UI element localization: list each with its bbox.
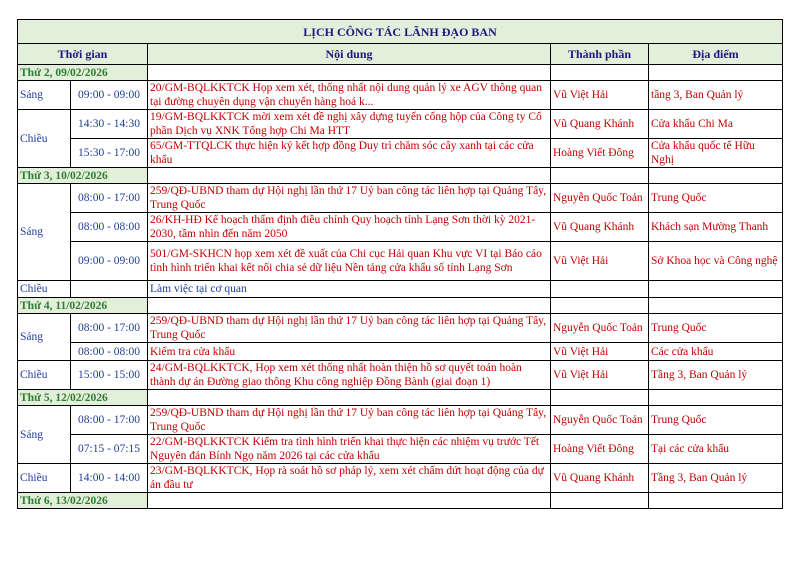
session-label: Sáng [18,184,71,281]
content-cell: Kiểm tra cửa khẩu [148,343,551,361]
content-cell: 19/GM-BQLKKTCK mời xem xét đề nghị xây dựng tuyến cống hộp của Công ty Cổ phần Dịch vụ XNK Tổng hợp Chi Ma HTT [148,110,551,139]
table-row [18,184,783,213]
content-cell: 22/GM-BQLKKTCK Kiểm tra tình hình triển khai thực hiện các nhiệm vụ trước Tết Nguyên đán Bính Ngọ năm 2026 tại các cửa khẩu [148,435,551,464]
content-cell: 24/GM-BQLKKTCK, Họp xem xét thống nhất hoàn thiện hồ sơ quyết toán hoàn thành dự án Đường giao thông Khu công nghiệp Đồng Bành (giai đoạn 1) [148,361,551,390]
day-row [18,298,783,314]
time-cell: 14:30 - 14:30 [71,110,148,139]
location-cell: Khách sạn Mường Thanh [649,213,783,242]
session-label: Chiều [18,281,71,298]
time-cell: 08:00 - 08:00 [71,343,148,361]
day-row [18,65,783,81]
session-label: Chiều [18,361,71,390]
header-location: Địa điểm [649,44,783,65]
location-cell: Cửa khẩu Chi Ma [649,110,783,139]
table-row [18,361,783,390]
members-cell: Vũ Việt Hải [551,343,649,361]
header-content: Nội dung [148,44,551,65]
location-cell: tầng 3, Ban Quản lý [649,81,783,110]
session-label: Chiều [18,464,71,493]
day-row [18,493,783,509]
table-row [18,406,783,435]
location-cell: Trung Quốc [649,406,783,435]
members-cell: Vũ Quang Khánh [551,110,649,139]
location-cell: Cửa khẩu quốc tế Hữu Nghị [649,139,783,168]
members-cell: Nguyễn Quốc Toản [551,184,649,213]
content-cell: 259/QĐ-UBND tham dự Hội nghị lần thứ 17 Uỷ ban công tác liên hợp tại Quảng Tây, Trung Quốc [148,184,551,213]
time-cell [71,281,148,298]
content-cell: 501/GM-SKHCN họp xem xét đề xuất của Chi cục Hải quan Khu vực VI tại Báo cáo tình hình triển khai kết nối chia sẻ dữ liệu Nền tảng cửa khẩu số tỉnh Lạng Sơn [148,242,551,281]
table-row [18,213,783,242]
table-row [18,464,783,493]
session-label: Sáng [18,406,71,464]
time-cell: 08:00 - 08:00 [71,213,148,242]
table-row [18,343,783,361]
members-cell: Nguyễn Quốc Toản [551,406,649,435]
location-cell: Tầng 3, Ban Quản lý [649,464,783,493]
session-label: Chiều [18,110,71,168]
location-cell [649,281,783,298]
day-row [18,168,783,184]
time-cell: 14:00 - 14:00 [71,464,148,493]
session-label: Sáng [18,314,71,361]
page-title: LỊCH CÔNG TÁC LÃNH ĐẠO BAN [18,20,783,44]
members-cell: Vũ Việt Hải [551,242,649,281]
members-cell: Hoàng Viết Đông [551,435,649,464]
header-time: Thời gian [18,44,148,65]
schedule-table [17,19,783,509]
table-row [18,110,783,139]
content-cell: 23/GM-BQLKKTCK, Họp rà soát hồ sơ pháp lý, xem xét chấm dứt hoạt động của dự án đầu tư [148,464,551,493]
members-cell: Vũ Việt Hải [551,361,649,390]
table-row [18,242,783,281]
session-label: Sáng [18,81,71,110]
table-row [18,139,783,168]
time-cell: 15:00 - 15:00 [71,361,148,390]
day-row [18,390,783,406]
location-cell: Các cửa khẩu [649,343,783,361]
day-label: Thứ 2, 09/02/2026 [18,65,148,81]
time-cell: 09:00 - 09:00 [71,242,148,281]
day-label: Thứ 5, 12/02/2026 [18,390,148,406]
content-cell: 20/GM-BQLKKTCK Họp xem xét, thống nhất nội dung quản lý xe AGV thông quan tại đường chuyên dụng vận chuyển hàng hoá k... [148,81,551,110]
table-row [18,281,783,298]
content-cell: 65/GM-TTQLCK thực hiện ký kết hợp đồng Duy trì chăm sóc cây xanh tại các cửa khẩu [148,139,551,168]
content-cell: Làm việc tại cơ quan [148,281,551,298]
location-cell: Tại các cửa khẩu [649,435,783,464]
time-cell: 15:30 - 17:00 [71,139,148,168]
content-cell: 259/QĐ-UBND tham dự Hội nghị lần thứ 17 Uỷ ban công tác liên hợp tại Quảng Tây, Trung Quốc [148,406,551,435]
day-label: Thứ 3, 10/02/2026 [18,168,148,184]
table-row [18,314,783,343]
table-row [18,81,783,110]
location-cell: Trung Quốc [649,184,783,213]
time-cell: 08:00 - 17:00 [71,184,148,213]
members-cell: Vũ Quang Khánh [551,464,649,493]
content-cell: 26/KH-HĐ Kế hoạch thẩm định điều chỉnh Quy hoạch tỉnh Lạng Sơn thời kỳ 2021-2030, tầm nhìn đến năm 2050 [148,213,551,242]
members-cell [551,281,649,298]
members-cell: Hoàng Viết Đông [551,139,649,168]
schedule-sheet [17,19,783,509]
header-row [18,44,783,65]
time-cell: 08:00 - 17:00 [71,406,148,435]
time-cell: 07:15 - 07:15 [71,435,148,464]
day-label: Thứ 4, 11/02/2026 [18,298,148,314]
time-cell: 09:00 - 09:00 [71,81,148,110]
location-cell: Trung Quốc [649,314,783,343]
members-cell: Vũ Quang Khánh [551,213,649,242]
time-cell: 08:00 - 17:00 [71,314,148,343]
day-label: Thứ 6, 13/02/2026 [18,493,148,509]
members-cell: Vũ Việt Hải [551,81,649,110]
header-members: Thành phần [551,44,649,65]
title-row [18,20,783,44]
location-cell: Sở Khoa học và Công nghệ [649,242,783,281]
members-cell: Nguyễn Quốc Toản [551,314,649,343]
location-cell: Tầng 3, Ban Quản lý [649,361,783,390]
table-row [18,435,783,464]
content-cell: 259/QĐ-UBND tham dự Hội nghị lần thứ 17 Uỷ ban công tác liên hợp tại Quảng Tây, Trung Quốc [148,314,551,343]
